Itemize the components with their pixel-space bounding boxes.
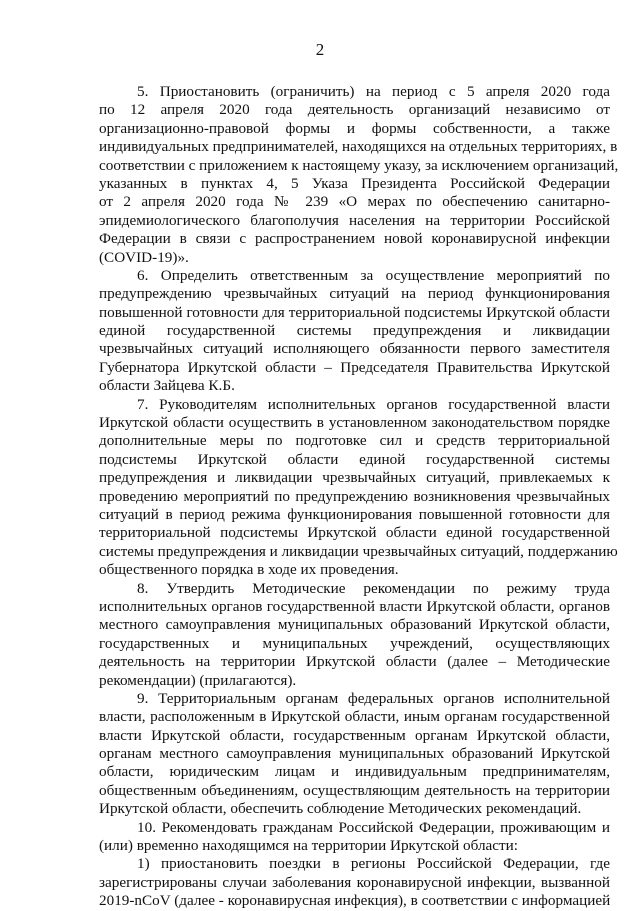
text-line: области, юридическим лицам и индивидуальным предпринимателям, — [99, 763, 610, 781]
text-line: деятельность на территории Иркутской области (далее – Методические — [99, 653, 610, 671]
text-line: системы предупреждения и ликвидации чрезвычайных ситуаций, поддержанию — [99, 542, 618, 560]
text-line: Иркутской области осуществить в установленном законодательством порядке — [99, 414, 610, 432]
text-line: дополнительные меры по подготовке сил и средств территориальной — [99, 432, 610, 450]
text-line: Иркутской области, обеспечить соблюдение Методических рекомендаций. — [99, 800, 582, 818]
text-line: (COVID-19)». — [99, 248, 189, 266]
text-line: органам местного самоуправления муниципальных образований Иркутской — [99, 745, 610, 763]
text-line: подсистемы Иркутской области единой государственной системы — [99, 450, 610, 468]
text-line: рекомендации) (прилагаются). — [99, 671, 297, 689]
text-line: исполнительных органов государственной власти Иркутской области, органов — [99, 597, 610, 615]
text-line: зарегистрированы случаи заболевания коронавирусной инфекции, вызванной — [99, 873, 610, 891]
text-line: Губернатора Иркутской области – Председателя Правительства Иркутской — [99, 358, 610, 376]
text-line: 6. Определить ответственным за осуществление мероприятий по — [137, 266, 610, 284]
text-line: власти, расположенным в Иркутской области, иным органам государственной — [99, 708, 610, 726]
text-line: чрезвычайных ситуаций исполняющего обязанности первого заместителя — [99, 340, 610, 358]
text-line: эпидемиологического благополучия населения на территории Российской — [99, 211, 610, 229]
text-line: области Зайцева К.Б. — [99, 377, 235, 395]
text-line: общественного порядка в ходе их проведения. — [99, 561, 399, 579]
text-line: общественным объединениям, осуществляющим деятельность на территории — [99, 781, 610, 799]
text-line: 2019-nCoV (далее - коронавирусная инфекция), в соответствии с информацией — [99, 892, 611, 910]
page-number: 2 — [315, 40, 325, 59]
text-line: индивидуальных предпринимателей, находящихся на отдельных территориях, в — [99, 138, 618, 156]
text-line: повышенной готовности для территориальной подсистемы Иркутской области — [99, 303, 610, 321]
text-line: (или) временно находящимся на территории Иркутской области: — [99, 837, 518, 855]
text-line: 7. Руководителям исполнительных органов государственной власти — [137, 395, 610, 413]
text-line: предупреждения и ликвидации чрезвычайных ситуаций, привлекаемых к — [99, 469, 610, 487]
text-line: власти Иркутской области, государственным органам Иркутской области, — [99, 726, 610, 744]
text-line: 10. Рекомендовать гражданам Российской Федерации, проживающим и — [137, 818, 610, 836]
text-line: по 12 апреля 2020 года деятельность организаций независимо от — [99, 101, 610, 119]
text-line: 5. Приостановить (ограничить) на период с 5 апреля 2020 года — [137, 83, 610, 100]
document-body — [99, 83, 619, 911]
text-line: соответствии с приложением к настоящему указу, за исключением организаций, — [99, 156, 619, 174]
text-line: местного самоуправления муниципальных образований Иркутской области, — [99, 616, 610, 634]
text-line: предупреждению чрезвычайных ситуаций на период функционирования — [99, 285, 610, 303]
text-line: единой государственной системы предупреждения и ликвидации — [99, 322, 610, 340]
text-line: организационно-правовой формы и формы собственности, а также — [99, 119, 610, 137]
text-line: 1) приостановить поездки в регионы Российской Федерации, где — [137, 855, 610, 873]
text-line: территориальной подсистемы Иркутской области единой государственной — [99, 524, 610, 542]
text-line: ситуаций в период режима функционирования повышенной готовности для — [99, 505, 610, 523]
text-line: указанных в пунктах 4, 5 Указа Президента Российской Федерации — [99, 174, 610, 192]
text-line: 9. Территориальным органам федеральных органов исполнительной — [137, 689, 610, 707]
text-line: 8. Утвердить Методические рекомендации по режиму труда — [137, 579, 610, 597]
text-line: государственных и муниципальных учреждений, осуществляющих — [99, 634, 610, 652]
text-line: проведению мероприятий по предупреждению возникновения чрезвычайных — [99, 487, 610, 505]
text-line: от 2 апреля 2020 года № 239 «О мерах по обеспечению санитарно- — [99, 193, 610, 211]
text-line: Федерации в связи с распространением новой коронавирусной инфекции — [99, 230, 610, 248]
